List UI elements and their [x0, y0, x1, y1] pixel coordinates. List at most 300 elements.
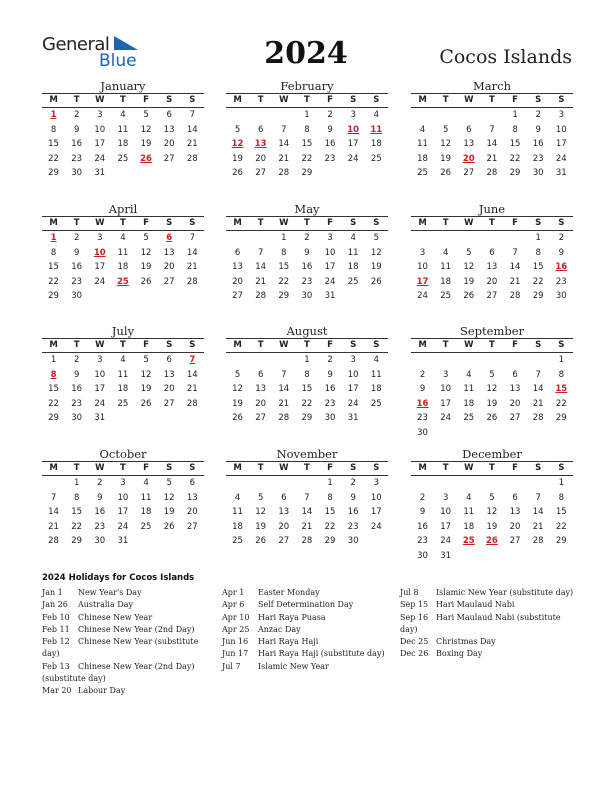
day-cell: 8	[512, 124, 518, 135]
day-cell: 21	[48, 521, 59, 532]
month-july	[42, 324, 204, 426]
weekday-label: M	[49, 218, 58, 228]
day-cell: 3	[350, 355, 356, 365]
day-cell: 29	[509, 168, 521, 179]
month-april	[42, 202, 204, 304]
day-cell: 13	[463, 139, 475, 150]
week-row	[42, 353, 204, 368]
day-cell: 29	[324, 536, 336, 547]
holiday-day-cell: 25	[117, 276, 129, 287]
day-cell	[480, 231, 503, 246]
day-cell: 19	[140, 384, 152, 395]
day-cell: 20	[509, 521, 521, 532]
weekday-label: M	[49, 463, 58, 473]
weekday-label: W	[464, 340, 474, 350]
week-row	[226, 397, 388, 412]
day-cell: 18	[463, 521, 475, 532]
holiday-name: Hari Raya Haji (substitute day)	[258, 649, 385, 659]
week-row	[226, 476, 388, 491]
holiday-name: Chinese New Year (substitute day)	[42, 637, 199, 659]
day-cell: 19	[232, 398, 243, 409]
weekday-label: S	[189, 463, 196, 473]
holiday-day-cell: 1	[50, 233, 57, 243]
day-cell: 14	[532, 384, 544, 395]
day-cell: 8	[304, 369, 310, 380]
day-cell: 24	[117, 521, 129, 532]
day-cell	[434, 353, 457, 368]
weekday-label: F	[143, 463, 149, 473]
day-cell: 31	[117, 536, 129, 547]
weekday-label: T	[73, 95, 80, 105]
week-row	[42, 166, 204, 181]
weekday-label: M	[49, 95, 58, 105]
day-cell	[158, 166, 181, 181]
day-cell: 26	[232, 413, 243, 424]
day-cell: 10	[117, 492, 129, 503]
day-cell	[249, 108, 272, 123]
day-cell	[365, 166, 388, 181]
weekday-label: F	[327, 95, 333, 105]
weekday-label: T	[489, 95, 495, 105]
day-cell	[111, 411, 134, 426]
day-cell	[457, 476, 480, 491]
day-cell	[434, 476, 457, 491]
day-cell: 25	[417, 168, 428, 179]
day-cell: 23	[532, 153, 544, 164]
day-cell: 5	[442, 124, 449, 135]
day-cell: 1	[535, 233, 541, 243]
day-cell: 20	[509, 398, 521, 409]
day-cell: 10	[347, 369, 359, 380]
weekday-label: M	[418, 218, 427, 228]
day-cell: 28	[48, 536, 59, 547]
day-cell: 5	[466, 247, 472, 258]
day-cell	[158, 289, 181, 304]
day-cell: 2	[304, 233, 310, 243]
day-cell: 29	[71, 536, 83, 547]
day-cell: 27	[163, 276, 175, 287]
day-cell: 28	[301, 536, 313, 547]
day-cell	[527, 353, 550, 368]
day-cell: 24	[555, 153, 567, 164]
day-cell	[342, 289, 365, 304]
day-cell: 18	[117, 262, 129, 273]
day-cell	[249, 476, 272, 491]
day-cell: 20	[163, 139, 175, 150]
day-cell	[272, 476, 295, 491]
week-row	[411, 275, 573, 290]
month-march	[411, 79, 573, 181]
weekday-label: T	[304, 340, 310, 350]
day-cell: 31	[94, 413, 106, 424]
day-cell: 17	[324, 262, 336, 273]
day-cell: 30	[71, 413, 83, 424]
week-row	[411, 260, 573, 275]
week-row	[411, 382, 573, 397]
week-row	[42, 123, 204, 138]
day-cell: 16	[324, 139, 336, 150]
holidays-column	[400, 587, 576, 661]
day-cell: 7	[189, 110, 196, 120]
week-row	[226, 368, 388, 383]
month-title: September	[459, 324, 525, 338]
weekday-label: T	[120, 218, 126, 228]
day-cell: 3	[327, 233, 333, 243]
week-row	[226, 534, 388, 549]
day-cell: 25	[440, 291, 452, 302]
day-cell: 27	[163, 398, 175, 409]
month-title: July	[111, 324, 135, 338]
day-cell	[158, 534, 181, 549]
weekday-header	[226, 216, 388, 231]
day-cell: 19	[440, 153, 452, 164]
week-row	[42, 476, 204, 491]
day-cell: 5	[257, 492, 264, 503]
day-cell: 15	[71, 507, 83, 518]
holiday-item	[400, 648, 576, 660]
day-cell	[295, 476, 318, 491]
weekday-label: M	[418, 463, 427, 473]
day-cell: 2	[419, 369, 426, 380]
weekday-label: W	[279, 340, 289, 350]
day-cell: 22	[71, 521, 83, 532]
day-cell: 3	[419, 247, 426, 258]
week-row	[226, 108, 388, 123]
day-cell: 26	[163, 521, 175, 532]
country-title: Cocos Islands	[439, 46, 572, 68]
day-cell	[272, 108, 295, 123]
holiday-name: Chinese New Year (2nd Day) (substitute day)	[42, 661, 195, 684]
holiday-item	[400, 599, 576, 611]
day-cell: 29	[48, 291, 59, 302]
day-cell: 31	[555, 168, 567, 179]
week-row	[411, 289, 573, 304]
day-cell: 13	[509, 507, 521, 518]
week-row	[226, 411, 388, 426]
day-cell: 28	[509, 291, 521, 302]
holiday-item	[42, 685, 218, 697]
day-cell: 30	[71, 168, 83, 179]
weekday-label: M	[233, 463, 242, 473]
day-cell: 5	[143, 355, 149, 365]
day-cell: 17	[555, 139, 567, 150]
weekday-label: T	[442, 218, 449, 228]
day-cell: 20	[163, 384, 175, 395]
day-cell: 14	[186, 124, 198, 135]
weekday-label: W	[464, 95, 474, 105]
day-cell: 21	[278, 398, 290, 409]
weekday-label: T	[257, 340, 264, 350]
weekday-label: F	[143, 95, 149, 105]
month-september	[411, 324, 573, 441]
day-cell: 17	[94, 262, 106, 273]
day-cell: 27	[463, 168, 475, 179]
day-cell: 13	[509, 384, 521, 395]
weekday-label: S	[189, 95, 196, 105]
day-cell: 23	[324, 398, 336, 409]
week-row	[42, 505, 204, 520]
holiday-date: Apr 6	[222, 600, 245, 610]
day-cell: 5	[234, 369, 241, 380]
day-cell: 13	[278, 507, 290, 518]
day-cell: 13	[486, 262, 498, 273]
day-cell: 19	[463, 276, 475, 287]
day-cell: 19	[486, 521, 498, 532]
day-cell: 25	[463, 413, 475, 424]
day-cell: 25	[232, 536, 243, 547]
weekday-header	[411, 338, 573, 353]
day-cell	[42, 476, 65, 491]
holiday-name: Hari Raya Haji	[258, 637, 319, 647]
day-cell: 13	[163, 369, 175, 380]
day-cell: 29	[278, 291, 290, 302]
day-cell: 29	[555, 536, 567, 547]
day-cell: 12	[140, 124, 152, 135]
holiday-name: Hari Maulaud Nabi	[436, 600, 515, 610]
day-cell: 16	[71, 262, 83, 273]
day-cell: 13	[186, 492, 198, 503]
day-cell: 21	[255, 276, 267, 287]
holiday-item	[42, 599, 218, 611]
day-cell: 16	[301, 262, 313, 273]
holiday-item	[222, 599, 398, 611]
day-cell	[135, 534, 158, 549]
holiday-item	[222, 624, 398, 636]
weekday-label: T	[442, 463, 449, 473]
day-cell: 19	[140, 262, 152, 273]
day-cell: 24	[347, 153, 359, 164]
day-cell: 21	[532, 521, 544, 532]
holiday-day-cell: 20	[462, 153, 475, 164]
day-cell: 17	[440, 398, 452, 409]
holiday-day-cell: 26	[486, 536, 498, 547]
week-row	[411, 520, 573, 535]
day-cell: 4	[350, 233, 356, 243]
day-cell: 20	[232, 276, 243, 287]
day-cell: 1	[73, 478, 80, 488]
day-cell: 28	[278, 168, 290, 179]
day-cell: 27	[509, 413, 521, 424]
month-december	[411, 447, 573, 564]
day-cell: 31	[94, 168, 106, 179]
day-cell: 15	[532, 262, 544, 273]
day-cell: 20	[278, 521, 290, 532]
holiday-name: Chinese New Year	[78, 612, 153, 622]
day-cell: 19	[370, 262, 382, 273]
day-cell: 21	[278, 153, 290, 164]
holiday-name: Islamic New Year (substitute day)	[436, 588, 574, 597]
day-cell: 23	[347, 521, 359, 532]
day-cell: 14	[301, 507, 313, 518]
weekday-header	[226, 461, 388, 476]
day-cell: 24	[94, 276, 106, 287]
holiday-date: Jan 1	[42, 588, 63, 597]
day-cell: 19	[255, 521, 267, 532]
holiday-item	[222, 612, 398, 624]
day-cell: 10	[440, 507, 452, 518]
day-cell: 29	[301, 168, 313, 179]
day-cell: 2	[558, 233, 565, 243]
day-cell	[181, 289, 204, 304]
weekday-label: T	[257, 218, 264, 228]
day-cell: 27	[278, 536, 290, 547]
weekday-label: S	[558, 95, 565, 105]
day-cell: 21	[509, 276, 521, 287]
day-cell: 25	[347, 276, 359, 287]
day-cell: 6	[257, 124, 264, 135]
day-cell: 26	[255, 536, 267, 547]
week-row	[411, 549, 573, 564]
day-cell: 23	[301, 276, 313, 287]
weekday-header	[411, 216, 573, 231]
day-cell: 5	[166, 478, 172, 488]
day-cell: 14	[186, 369, 198, 380]
day-cell: 19	[232, 153, 243, 164]
week-row	[42, 260, 204, 275]
day-cell: 7	[50, 492, 57, 503]
day-cell: 12	[440, 139, 452, 150]
week-row	[411, 123, 573, 138]
month-title: February	[280, 79, 334, 93]
day-cell: 12	[232, 384, 243, 395]
day-cell	[135, 166, 158, 181]
week-row	[226, 289, 388, 304]
weekday-label: S	[373, 95, 380, 105]
month-january	[42, 79, 204, 181]
day-cell: 31	[324, 291, 336, 302]
day-cell	[319, 166, 342, 181]
day-cell: 10	[324, 247, 336, 258]
weekday-label: W	[464, 463, 474, 473]
day-cell: 27	[255, 168, 267, 179]
holiday-date: Mar 20	[42, 686, 72, 696]
day-cell: 13	[232, 262, 243, 273]
holiday-day-cell: 11	[370, 124, 383, 135]
day-cell: 10	[555, 124, 567, 135]
holiday-date: Jan 26	[42, 600, 68, 610]
day-cell: 12	[140, 247, 152, 258]
day-cell: 6	[166, 355, 172, 365]
day-cell: 22	[324, 521, 336, 532]
day-cell	[480, 353, 503, 368]
day-cell: 9	[558, 247, 565, 258]
week-row	[411, 152, 573, 167]
day-cell: 7	[535, 369, 541, 380]
holiday-name: Chinese New Year (2nd Day)	[78, 624, 195, 634]
day-cell: 27	[232, 291, 243, 302]
holiday-name: Australia Day	[78, 600, 133, 610]
holiday-date: Apr 25	[222, 624, 250, 634]
holiday-day-cell: 1	[50, 110, 57, 120]
weekday-label: S	[558, 218, 565, 228]
day-cell: 24	[347, 398, 359, 409]
day-cell: 24	[94, 398, 106, 409]
holiday-day-cell: 13	[254, 139, 267, 150]
holidays-title: 2024 Holidays for Cocos Islands	[42, 573, 195, 583]
day-cell: 17	[347, 139, 359, 150]
day-cell: 25	[117, 153, 129, 164]
day-cell: 24	[370, 521, 382, 532]
day-cell	[504, 426, 527, 441]
weekday-header	[411, 93, 573, 108]
week-row	[226, 353, 388, 368]
weekday-label: S	[558, 463, 565, 473]
holiday-item	[42, 587, 218, 599]
weekday-label: W	[464, 218, 474, 228]
weekday-label: F	[327, 463, 333, 473]
holiday-name: Christmas Day	[436, 637, 496, 647]
day-cell	[457, 426, 480, 441]
day-cell: 14	[509, 262, 521, 273]
week-row	[411, 246, 573, 261]
day-cell	[480, 108, 503, 123]
day-cell: 16	[71, 139, 83, 150]
day-cell: 10	[370, 492, 382, 503]
day-cell: 9	[327, 124, 333, 135]
weekday-label: T	[73, 463, 80, 473]
week-row	[411, 534, 573, 549]
weekday-label: S	[350, 218, 357, 228]
day-cell: 12	[463, 262, 475, 273]
day-cell: 20	[186, 507, 198, 518]
day-cell: 14	[255, 262, 267, 273]
day-cell	[111, 289, 134, 304]
day-cell: 22	[509, 153, 521, 164]
month-august	[226, 324, 388, 426]
holiday-name: Anzac Day	[258, 624, 301, 634]
day-cell: 23	[94, 521, 106, 532]
month-title: October	[99, 447, 147, 461]
holiday-item	[400, 612, 576, 637]
weekday-label: T	[442, 95, 449, 105]
day-cell	[550, 426, 573, 441]
weekday-label: T	[489, 463, 495, 473]
day-cell: 28	[186, 276, 198, 287]
day-cell: 8	[281, 247, 287, 258]
day-cell: 16	[71, 384, 83, 395]
holiday-item	[222, 587, 398, 599]
holiday-day-cell: 10	[347, 124, 360, 135]
day-cell	[135, 411, 158, 426]
day-cell: 2	[535, 110, 541, 120]
day-cell: 30	[301, 291, 313, 302]
week-row	[42, 137, 204, 152]
day-cell: 11	[117, 124, 129, 135]
weekday-label: S	[166, 95, 173, 105]
day-cell: 7	[489, 124, 495, 135]
day-cell: 3	[97, 233, 103, 243]
day-cell: 27	[163, 153, 175, 164]
day-cell: 31	[440, 550, 452, 561]
day-cell: 3	[97, 110, 103, 120]
weekday-label: T	[489, 218, 495, 228]
day-cell: 20	[255, 398, 267, 409]
weekday-label: F	[327, 340, 333, 350]
week-row	[226, 166, 388, 181]
holiday-day-cell: 12	[231, 139, 244, 150]
weekday-label: T	[257, 463, 264, 473]
holiday-date: Sep 15	[400, 600, 429, 610]
week-row	[411, 426, 573, 441]
holiday-name: Labour Day	[78, 686, 126, 696]
day-cell	[249, 353, 272, 368]
weekday-label: F	[143, 340, 149, 350]
week-row	[226, 231, 388, 246]
day-cell: 12	[255, 507, 267, 518]
day-cell: 4	[143, 478, 149, 488]
day-cell: 11	[370, 369, 382, 380]
day-cell: 22	[48, 153, 59, 164]
